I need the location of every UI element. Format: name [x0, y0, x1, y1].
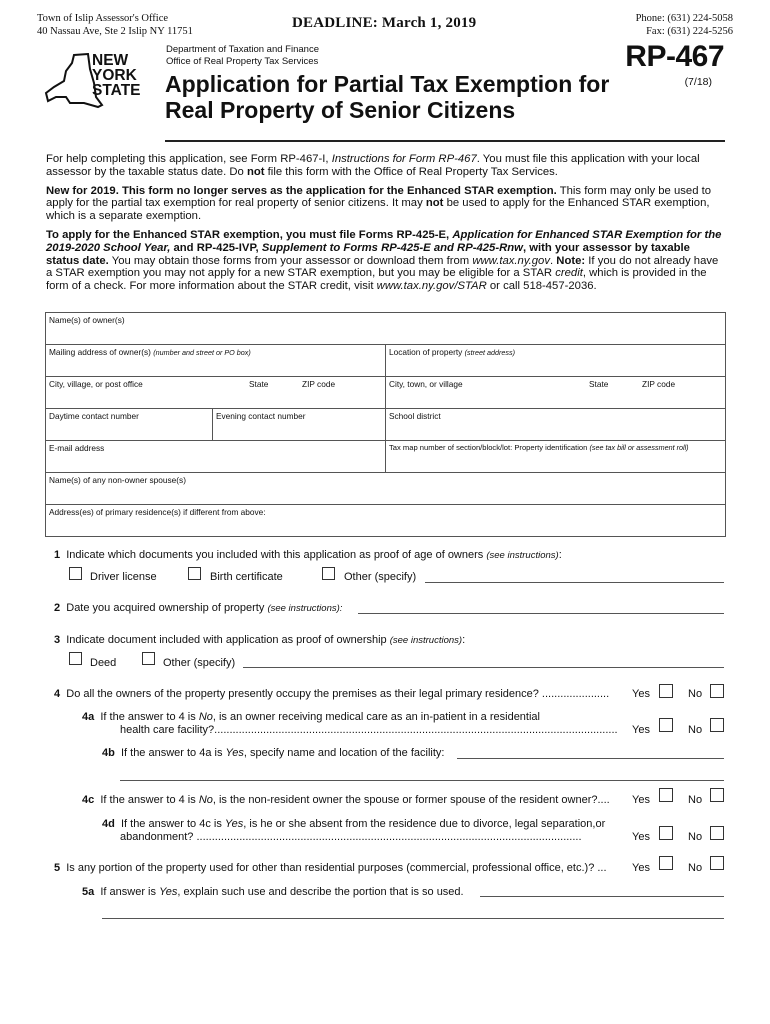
- tax-map-hint: (see tax bill or assessment roll): [589, 443, 689, 452]
- form-number: RP-467: [625, 40, 724, 73]
- daytime-phone-label: Daytime contact number: [49, 411, 139, 421]
- fax: Fax: (631) 224-5256: [646, 26, 733, 37]
- city-post-field[interactable]: [46, 377, 386, 408]
- question-4a: 4a If the answer to 4 is No, is an owner receiving medical care as an in-patient in a residential: [82, 711, 540, 723]
- spouse-name-field[interactable]: [46, 473, 725, 504]
- question-5a: 5a If answer is Yes, explain such use and describe the portion that is so used.: [82, 886, 464, 898]
- school-district-label: School district: [389, 411, 441, 421]
- question-3: 3 Indicate document included with application as proof of ownership (see instructions):: [54, 634, 466, 646]
- question-4: 4 Do all the owners of the property presently occupy the premises as their legal primary residence? ......................: [54, 688, 610, 700]
- q4a-yes-label: Yes: [632, 724, 650, 736]
- q5-yes-checkbox[interactable]: [659, 856, 673, 870]
- mailing-address-hint: (number and street or PO box): [153, 348, 251, 357]
- intro-paragraph-2: New for 2019. This form no longer serves as the application for the Enhanced STAR exemption. This form may only be used to apply for the partial tax exemption for real property of senior citizens. It may not be used to apply for the Enhanced STAR exemption, which is a separate exemption.: [46, 184, 712, 223]
- form-revision: (7/18): [684, 76, 712, 88]
- question-4c: 4c If the answer to 4 is No, is the non-resident owner the spouse or former spouse of the resident owner?....: [82, 794, 610, 806]
- property-location-field[interactable]: [386, 345, 725, 376]
- email-label: E-mail address: [49, 443, 105, 453]
- owners-name-field[interactable]: [46, 313, 725, 344]
- phone: Phone: (631) 224-5058: [635, 13, 733, 24]
- agency-line-1: Department of Taxation and Finance: [166, 44, 319, 55]
- assessor-office-name: Town of Islip Assessor's Office: [37, 13, 169, 24]
- form-title-line-2: Real Property of Senior Citizens: [165, 97, 516, 123]
- facility-input-line-1[interactable]: [457, 758, 724, 759]
- zip-left-label: ZIP code: [302, 379, 336, 389]
- evening-phone-field[interactable]: [213, 409, 386, 440]
- zip-right-label: ZIP code: [642, 379, 676, 389]
- q4c-no-label: No: [688, 794, 703, 806]
- q4c-yes-checkbox[interactable]: [659, 788, 673, 802]
- primary-residence-field[interactable]: [46, 505, 725, 536]
- assessor-office-address: 40 Nassau Ave, Ste 2 Islip NY 11751: [37, 26, 193, 37]
- birth-certificate-label: Birth certificate: [210, 571, 283, 583]
- owners-name-label: Name(s) of owner(s): [49, 315, 125, 325]
- other-age-proof-label: Other (specify): [344, 571, 417, 583]
- mailing-address-label: Mailing address of owner(s): [49, 347, 151, 357]
- question-4d: 4d If the answer to 4c is Yes, is he or she absent from the residence due to divorce, legal separation,or: [102, 818, 606, 830]
- q4d-no-checkbox[interactable]: [710, 826, 724, 840]
- q4c-yes-label: Yes: [632, 794, 650, 806]
- q4-yes-checkbox[interactable]: [659, 684, 673, 698]
- q5-no-label: No: [688, 862, 703, 874]
- daytime-phone-field[interactable]: [46, 409, 213, 440]
- other-ownership-label: Other (specify): [163, 657, 236, 669]
- driver-license-checkbox[interactable]: [69, 567, 82, 580]
- other-use-input-line-1[interactable]: [480, 896, 724, 897]
- agency-line-2: Office of Real Property Tax Services: [166, 56, 319, 67]
- form-title-line-1: Application for Partial Tax Exemption for: [165, 71, 610, 97]
- city-post-label: City, village, or post office: [49, 379, 143, 389]
- state-right-label: State: [589, 379, 609, 389]
- question-2: 2 Date you acquired ownership of property (see instructions):: [54, 602, 343, 614]
- evening-phone-label: Evening contact number: [216, 411, 306, 421]
- question-1: 1 Indicate which documents you included with this application as proof of age of owners (see instructions):: [54, 549, 562, 561]
- q4d-yes-checkbox[interactable]: [659, 826, 673, 840]
- q4-no-checkbox[interactable]: [710, 684, 724, 698]
- owner-info-grid: [45, 312, 726, 537]
- q4a-yes-checkbox[interactable]: [659, 718, 673, 732]
- property-location-hint: (street address): [464, 348, 515, 357]
- question-4d-line-2: abandonment? ..............................................................................................................................: [120, 831, 582, 843]
- question-4a-line-2: health care facility?....................................................................................................................................: [120, 724, 618, 736]
- other-age-proof-checkbox[interactable]: [322, 567, 335, 580]
- header-divider: [165, 140, 725, 142]
- driver-license-label: Driver license: [90, 571, 157, 583]
- q5-no-checkbox[interactable]: [710, 856, 724, 870]
- property-location-label: Location of property: [389, 347, 463, 357]
- ownership-date-input[interactable]: [358, 613, 724, 614]
- tax-map-field[interactable]: [386, 441, 725, 472]
- nys-logo: [44, 53, 152, 115]
- q4a-no-label: No: [688, 724, 703, 736]
- facility-input-line-2[interactable]: [120, 780, 724, 781]
- question-5: 5 Is any portion of the property used for other than residential purposes (commercial, professional office, etc.)? ...: [54, 862, 607, 874]
- city-town-field[interactable]: [386, 377, 725, 408]
- q4-no-label: No: [688, 688, 703, 700]
- deed-checkbox[interactable]: [69, 652, 82, 665]
- other-age-proof-input[interactable]: [425, 582, 724, 583]
- tax-map-label: Tax map number of section/block/lot: Property identification: [389, 443, 588, 452]
- spouse-name-label: Name(s) of any non-owner spouse(s): [49, 475, 186, 485]
- q4d-yes-label: Yes: [632, 831, 650, 843]
- other-ownership-input[interactable]: [243, 667, 724, 668]
- q4c-no-checkbox[interactable]: [710, 788, 724, 802]
- deadline: DEADLINE: March 1, 2019: [292, 15, 477, 31]
- primary-residence-label: Address(es) of primary residence(s) if different from above:: [49, 507, 266, 517]
- email-field[interactable]: [46, 441, 386, 472]
- q4d-no-label: No: [688, 831, 703, 843]
- q4-yes-label: Yes: [632, 688, 650, 700]
- state-left-label: State: [249, 379, 269, 389]
- intro-text: [46, 153, 722, 299]
- other-ownership-checkbox[interactable]: [142, 652, 155, 665]
- city-town-label: City, town, or village: [389, 379, 463, 389]
- birth-certificate-checkbox[interactable]: [188, 567, 201, 580]
- school-district-field[interactable]: [386, 409, 725, 440]
- deed-label: Deed: [90, 657, 117, 669]
- nys-logo-text: NEW YORK STATE: [92, 52, 141, 99]
- q5-yes-label: Yes: [632, 862, 650, 874]
- intro-paragraph-1: For help completing this application, see Form RP-467-I, Instructions for Form RP-467. You must file this application with your local assessor by the taxable status date. Do not file this form with the Office of Real Property Tax Services.: [46, 153, 700, 178]
- q4a-no-checkbox[interactable]: [710, 718, 724, 732]
- mailing-address-field[interactable]: [46, 345, 386, 376]
- intro-paragraph-3: To apply for the Enhanced STAR exemption, you must file Forms RP-425-E, Application for Enhanced STAR Exemption for the 2019-2020 School Year, and RP-425-IVP, Supplement to Forms RP-425-E and RP-425-Rnw, with your assessor by taxable status date. You may obtain those forms from your assessor or download them from www.tax.ny.gov. Note: If you do not already have a STAR exemption you may not apply for a new STAR exemption, but you may be eligible for a STAR credit, which is provided in the form of a check. For more information about the STAR credit, visit www.tax.ny.gov/STAR or call 518-457-2036.: [46, 228, 722, 293]
- question-4b: 4b If the answer to 4a is Yes, specify name and location of the facility:: [102, 747, 445, 759]
- other-use-input-line-2[interactable]: [102, 918, 724, 919]
